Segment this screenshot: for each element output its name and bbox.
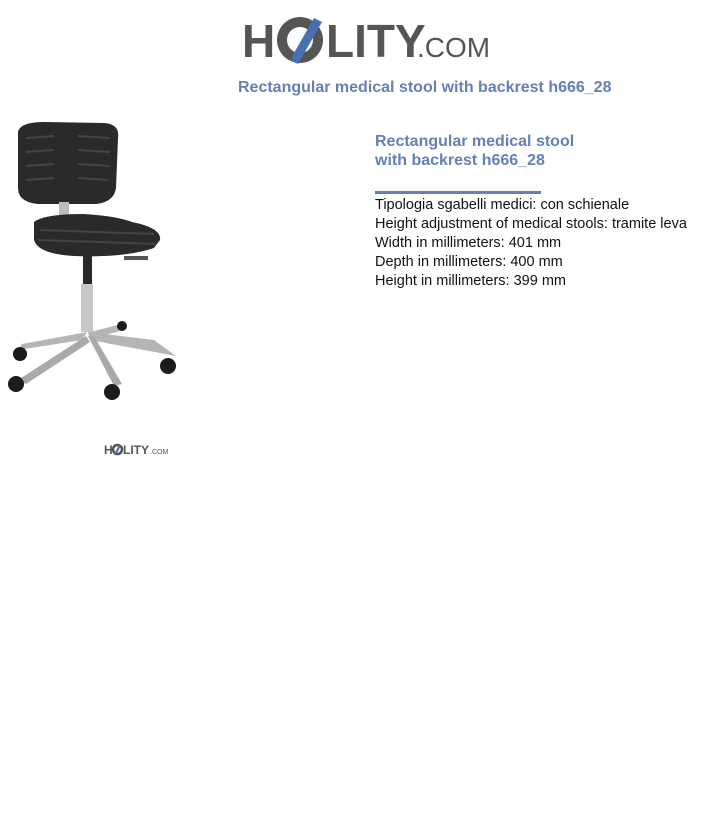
medical-stool-image (4, 118, 184, 408)
svg-text:.COM: .COM (150, 449, 169, 456)
svg-text:H: H (104, 443, 113, 457)
svg-text:.COM: .COM (417, 32, 491, 63)
spec-list (375, 196, 715, 291)
spec-height-adjustment: Height adjustment of medical stools: tramite leva (375, 216, 687, 232)
product-title-line-1: Rectangular medical stool (375, 133, 575, 150)
svg-text:H: H (242, 15, 276, 67)
product-title (375, 132, 715, 170)
product-info (375, 132, 715, 291)
spec-height: Height in millimeters: 399 mm (375, 273, 566, 289)
watermark-logo (104, 442, 169, 458)
product-title-line-2: with backrest h666_28 (375, 152, 545, 169)
page-title: Rectangular medical stool with backrest h666_28 (238, 79, 612, 96)
spec-depth: Depth in millimeters: 400 mm (375, 254, 563, 270)
brand-logo[interactable] (242, 10, 491, 68)
title-divider (375, 191, 541, 194)
svg-text:LITY: LITY (326, 15, 426, 67)
brand-logo-graphic (242, 10, 491, 68)
spec-width: Width in millimeters: 401 mm (375, 235, 562, 251)
svg-text:LITY: LITY (123, 443, 149, 457)
spec-typology: Tipologia sgabelli medici: con schienale (375, 197, 630, 213)
